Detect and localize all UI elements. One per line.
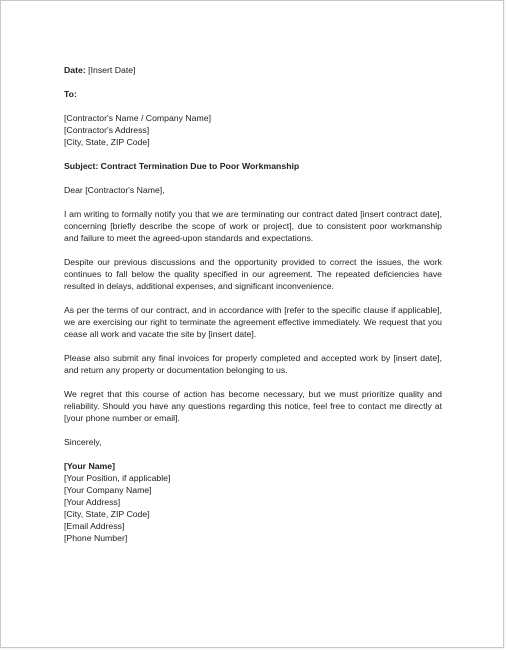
- paragraph-deficiencies: Despite our previous discussions and the opportunity provided to correct the issues, the work continues to fall below the quality specified in our agreement. The repeated deficiencies have resulted in delays, additional expenses, and significant inconvenience.: [64, 257, 442, 291]
- signature-city: [City, State, ZIP Code]: [64, 509, 150, 519]
- date-label: Date:: [64, 65, 86, 75]
- signature-email: [Email Address]: [64, 521, 125, 531]
- signature-name: [Your Name]: [64, 461, 116, 471]
- salutation: Dear [Contractor's Name],: [64, 185, 165, 195]
- letter-body: [64, 64, 442, 544]
- recipient-address: [64, 112, 442, 148]
- signature-block: [64, 460, 442, 544]
- signature-company: [Your Company Name]: [64, 485, 152, 495]
- recipient-name: [Contractor's Name / Company Name]: [64, 113, 211, 123]
- to-label: To:: [64, 89, 77, 99]
- recipient-street: [Contractor's Address]: [64, 125, 150, 135]
- subject-line: Subject: Contract Termination Due to Poor Workmanship: [64, 161, 300, 171]
- paragraph-termination: As per the terms of our contract, and in accordance with [refer to the specific clause if applicable], we are exercising our right to terminate the agreement effective immediately. We request that you cease all work and vacate the site by [insert date].: [64, 305, 442, 339]
- paragraph-invoices: Please also submit any final invoices for properly completed and accepted work by [insert date], and return any property or documentation belonging to us.: [64, 353, 442, 375]
- recipient-city: [City, State, ZIP Code]: [64, 137, 150, 147]
- paragraph-regret: We regret that this course of action has become necessary, but we must prioritize quality and reliability. Should you have any questions regarding this notice, feel free to contact me directly at [your phone number or email].: [64, 389, 442, 423]
- signature-phone: [Phone Number]: [64, 533, 128, 543]
- paragraph-notification: I am writing to formally notify you that we are terminating our contract dated [insert contract date], concerning [briefly describe the scope of work or project], due to consistent poor workmanship and failure to meet the agreed-upon standards and expectations.: [64, 209, 442, 243]
- signature-address: [Your Address]: [64, 497, 121, 507]
- date-line: [64, 64, 442, 76]
- date-value: [Insert Date]: [88, 65, 136, 75]
- signature-position: [Your Position, if applicable]: [64, 473, 171, 483]
- closing: Sincerely,: [64, 437, 102, 447]
